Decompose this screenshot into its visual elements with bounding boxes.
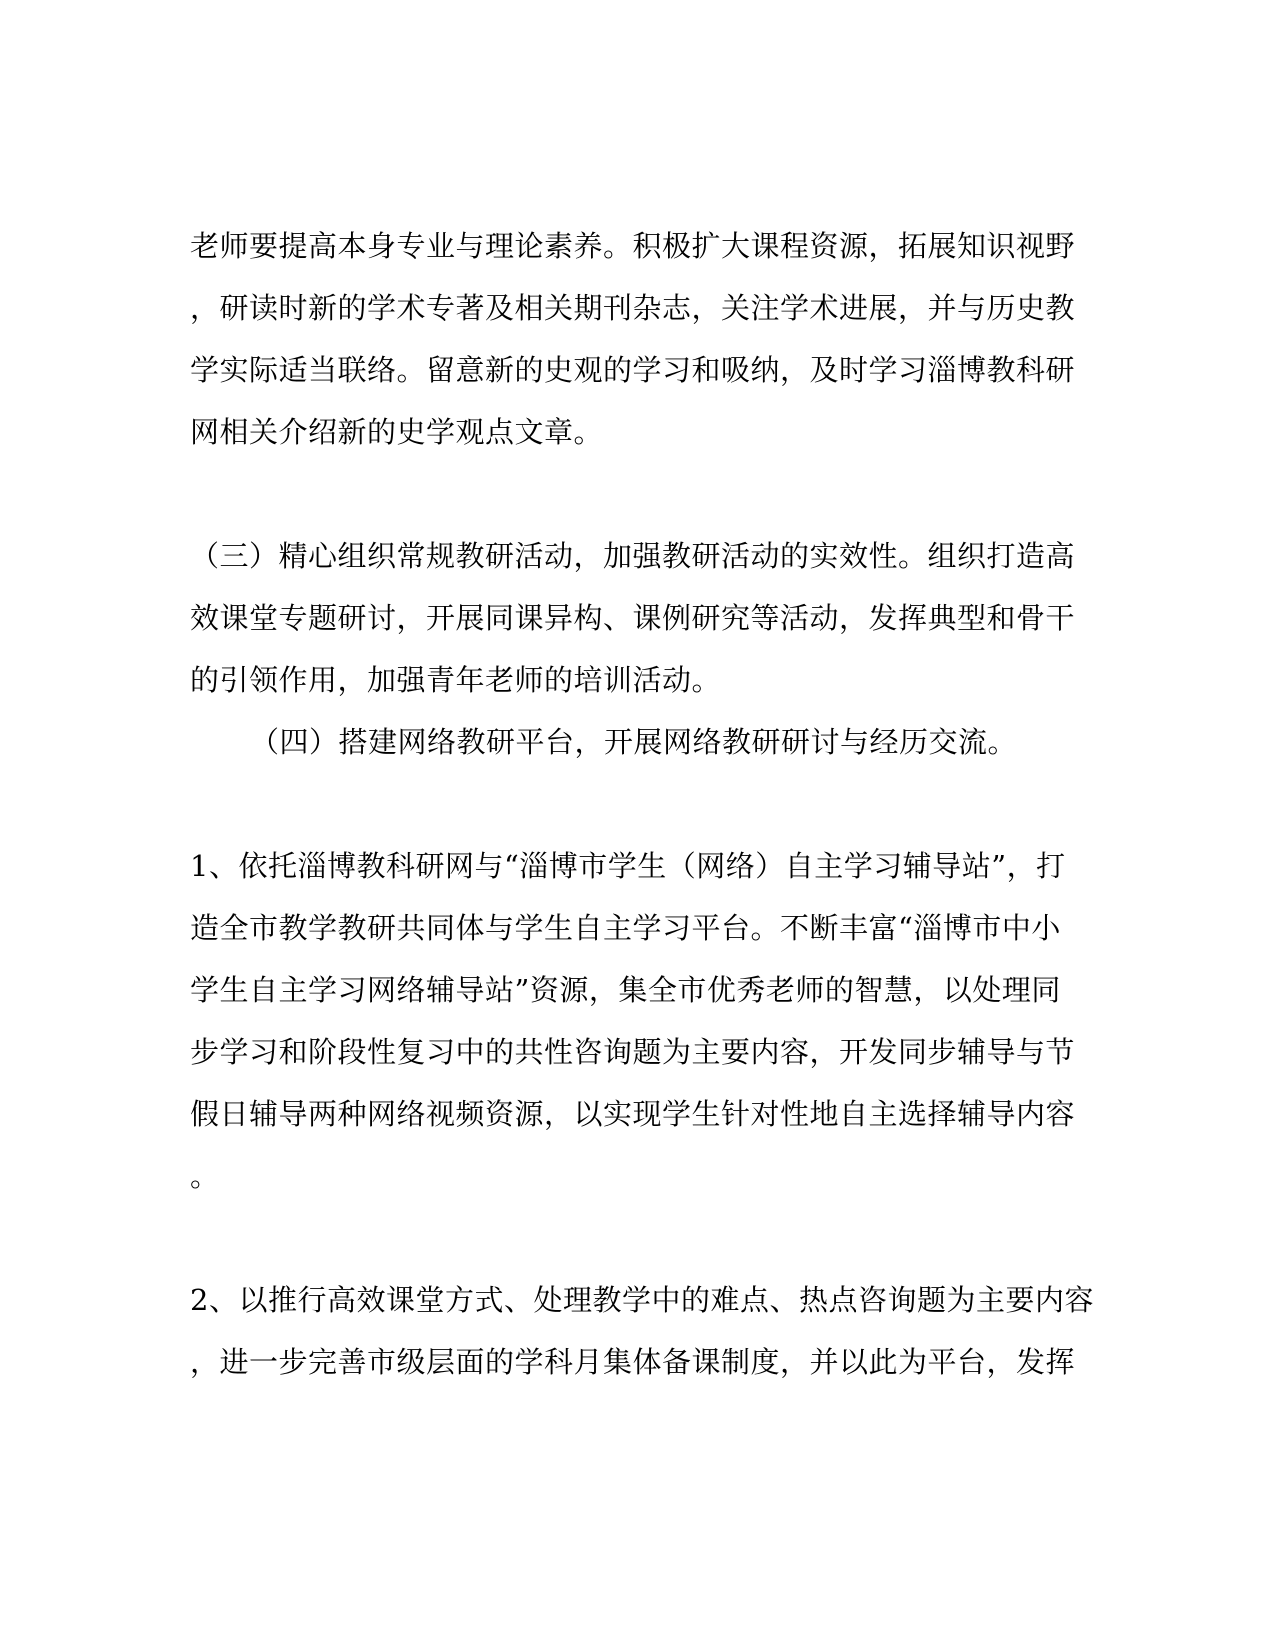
paragraph-line: 效课堂专题研讨，开展同课异构、课例研究等活动，发挥典型和骨干 — [190, 601, 1076, 635]
paragraph-line: 1、依托淄博教科研网与“淄博市学生（网络）自主学习辅导站”，打 — [190, 849, 1066, 883]
paragraph-line: 老师要提高本身专业与理论素养。积极扩大课程资源，拓展知识视野 — [190, 229, 1076, 263]
section-heading: （四）搭建网络教研平台，开展网络教研研讨与经历交流。 — [250, 725, 1018, 759]
paragraph-line: 网相关介绍新的史学观点文章。 — [190, 415, 604, 449]
paragraph-line: 造全市教学教研共同体与学生自主学习平台。不断丰富“淄博市中小 — [190, 911, 1061, 945]
paragraph-line: ，研读时新的学术专著及相关期刊杂志，关注学术进展，并与历史教 — [190, 291, 1076, 325]
paragraph-line: 学实际适当联络。留意新的史观的学习和吸纳，及时学习淄博教科研 — [190, 353, 1076, 387]
paragraph-line: 步学习和阶段性复习中的共性咨询题为主要内容，开发同步辅导与节 — [190, 1035, 1076, 1069]
paragraph-line: ，进一步完善市级层面的学科月集体备课制度，并以此为平台，发挥 — [190, 1345, 1076, 1379]
paragraph-line: （三）精心组织常规教研活动，加强教研活动的实效性。组织打造高 — [190, 539, 1076, 573]
paragraph-line: 2、以推行高效课堂方式、处理教学中的难点、热点咨询题为主要内容 — [190, 1283, 1094, 1317]
paragraph-line: 假日辅导两种网络视频资源，以实现学生针对性地自主选择辅导内容 — [190, 1097, 1076, 1131]
paragraph-line: 。 — [190, 1159, 220, 1193]
paragraph-line: 学生自主学习网络辅导站”资源，集全市优秀老师的智慧，以处理同 — [190, 973, 1061, 1007]
paragraph-line: 的引领作用，加强青年老师的培训活动。 — [190, 663, 722, 697]
